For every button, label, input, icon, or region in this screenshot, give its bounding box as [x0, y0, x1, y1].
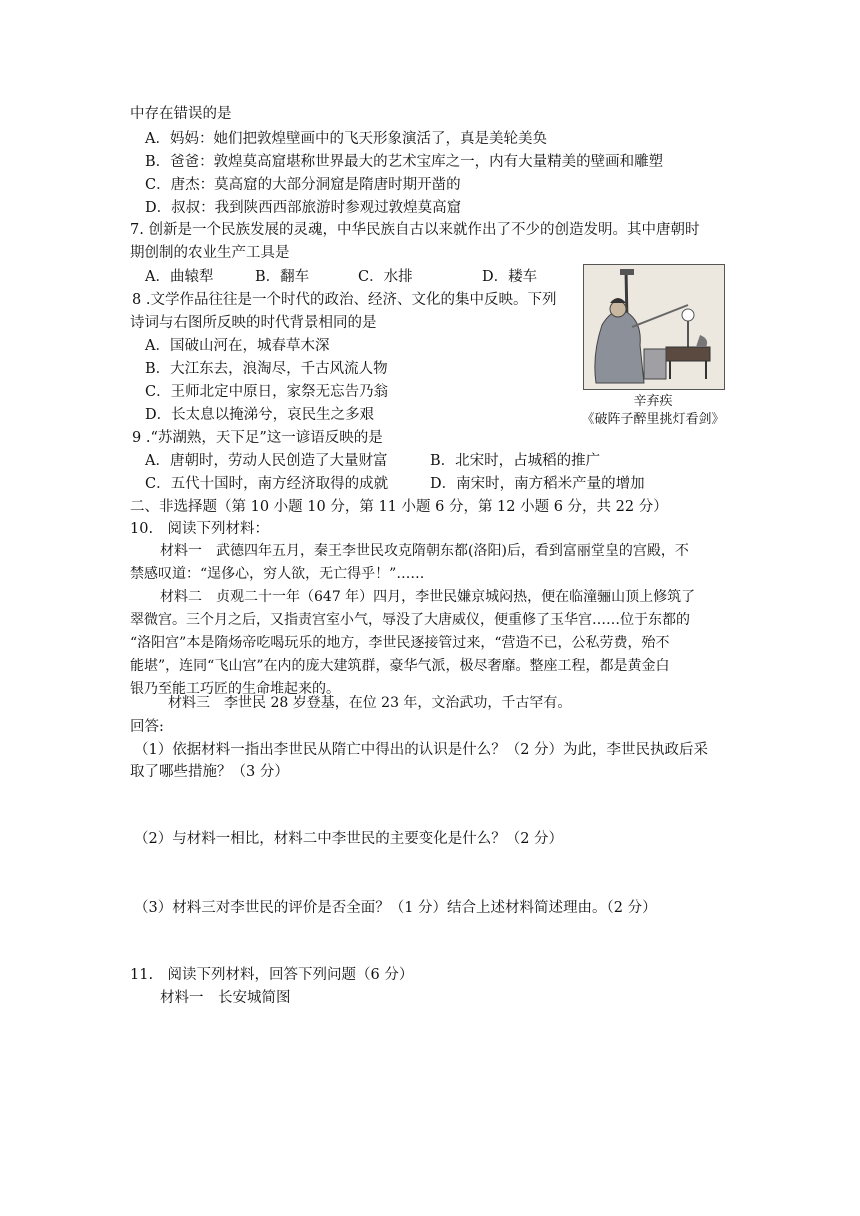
q10-material2-line5: 银乃至能工巧匠的生命堆起来的。 [130, 681, 340, 697]
q10-intro: 10. 阅读下列材料： [130, 521, 270, 537]
q7-option-d: D．耧车 [482, 269, 538, 285]
q7-option-b: B．翻车 [255, 269, 310, 285]
q10-material1-line1: 材料一 武德四年五月，秦王李世民攻克隋朝东都(洛阳)后，看到富丽堂皇的宫殿，不 [160, 543, 689, 559]
q8-option-c: C．王师北定中原日，家祭无忘告乃翁 [145, 384, 389, 400]
q6-option-a: A．妈妈：她们把敦煌壁画中的飞天形象演活了，真是美轮美奂 [145, 131, 547, 147]
q9-option-c: C．五代十国时，南方经济取得的成就 [145, 476, 389, 492]
q9-option-d: D．南宋时，南方稻米产量的增加 [430, 476, 645, 492]
q9-option-a: A．唐朝时，劳动人民创造了大量财富 [145, 453, 388, 469]
q10-sub1-line2: 取了哪些措施？（3 分） [130, 764, 289, 780]
q10-sub2: （2）与材料一相比，材料二中李世民的主要变化是什么？（2 分） [134, 831, 564, 847]
illustration-drawing [584, 265, 724, 389]
q11-material1-title: 材料一 长安城简图 [160, 990, 291, 1006]
section-two-heading: 二、非选择题（第 10 小题 10 分，第 11 小题 6 分，第 12 小题 6 分，共 22 分） [130, 499, 668, 515]
q10-answer-label: 回答: [130, 719, 164, 735]
q9-option-b: B．北宋时，占城稻的推广 [430, 453, 601, 469]
q8-option-b: B．大江东去，浪淘尽，千古风流人物 [145, 361, 388, 377]
q9-stem: 9 .“苏湖熟，天下足”这一谚语反映的是 [132, 430, 383, 446]
q10-sub3: （3）材料三对李世民的评价是否全面？（1 分）结合上述材料简述理由。（2 分） [134, 900, 657, 916]
q7-stem-line2: 期创制的农业生产工具是 [130, 245, 290, 261]
q7-option-a: A．曲辕犁 [145, 269, 214, 285]
q10-material2-line4: 能堪”，连同“飞山宫”在内的庞大建筑群，豪华气派，极尽奢靡。整座工程，都是黄金白 [130, 658, 670, 674]
q6-option-c: C．唐杰：莫高窟的大部分洞窟是隋唐时期开凿的 [145, 177, 461, 193]
figure-caption-title: 《破阵子醉里挑灯看剑》 [581, 412, 725, 427]
q11-stem: 11. 阅读下列材料，回答下列问题（6 分） [130, 967, 414, 983]
xin-qiji-illustration [583, 264, 725, 390]
q10-material1-line2: 禁感叹道：“逞侈心，穷人欲，无亡得乎！”…… [130, 566, 425, 582]
q6-option-d: D．叔叔：我到陕西西部旅游时参观过敦煌莫高窟 [145, 200, 462, 216]
q8-option-d: D．长太息以掩涕兮，哀民生之多艰 [145, 407, 375, 423]
q10-material3: 材料三 李世民 28 岁登基，在位 23 年，文治武功，千古罕有。 [168, 695, 572, 711]
q10-material2-line2: 翠微宫。三个月之后，又指责宫室小气，辱没了大唐威仪，便重修了玉华宫……位于东都的 [130, 612, 690, 628]
q10-material2-line1: 材料二 贞观二十一年（647 年）四月，李世民嫌京城闷热，便在临潼骊山顶上修筑了 [160, 589, 696, 605]
q7-stem-line1: 7. 创新是一个民族发展的灵魂，中华民族自古以来就作出了不少的创造发明。其中唐朝时 [130, 222, 700, 238]
q10-sub1-line1: （1）依据材料一指出李世民从隋亡中得出的认识是什么？（2 分）为此，李世民执政后采 [134, 742, 709, 758]
q6-stem-tail: 中存在错误的是 [130, 106, 232, 122]
figure-caption-author: 辛弃疾 [633, 394, 673, 409]
q8-stem-line1: 8 .文学作品往往是一个时代的政治、经济、文化的集中反映。下列 [132, 292, 557, 308]
q8-stem-line2: 诗词与右图所反映的时代背景相同的是 [130, 315, 377, 331]
q10-material2-line3: “洛阳宫”本是隋炀帝吃喝玩乐的地方，李世民逐接管过来，“营造不已，公私劳费，殆不 [130, 635, 670, 651]
q6-option-b: B．爸爸：敦煌莫高窟堪称世界最大的艺术宝库之一，内有大量精美的壁画和雕塑 [145, 154, 664, 170]
q8-option-a: A．国破山河在，城春草木深 [145, 338, 330, 354]
q7-option-c: C．水排 [358, 269, 413, 285]
